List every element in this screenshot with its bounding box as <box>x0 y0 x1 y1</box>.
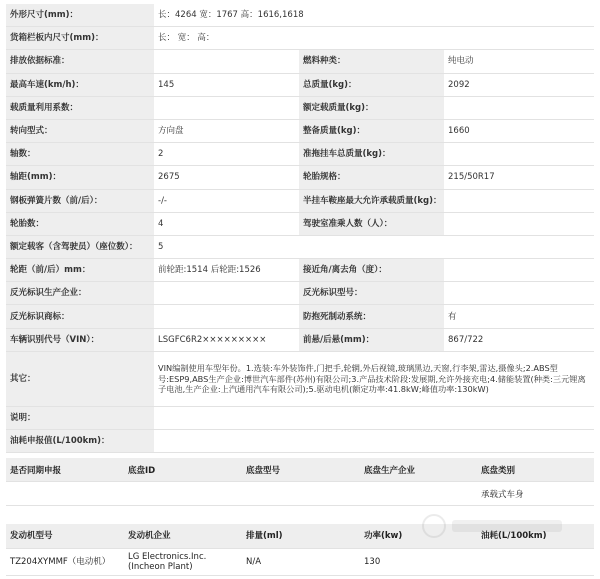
chassis-cell <box>124 482 242 506</box>
chassis-header-cell: 是否同期申报 <box>6 458 124 482</box>
chassis-header-cell: 底盘类别 <box>477 458 594 482</box>
reflect-model-value <box>444 282 594 305</box>
engine-cell: 130 <box>360 549 477 576</box>
wheelbase-value: 2675 <box>154 166 299 189</box>
approach-value <box>444 259 594 282</box>
chassis-header-row <box>6 458 594 482</box>
spec-row-note <box>6 406 594 429</box>
spec-row-vin <box>6 328 594 351</box>
track-value: 前轮距:1514 后轮距:1526 <box>154 259 299 282</box>
spec-row-load <box>6 96 594 119</box>
passengers-value: 5 <box>154 235 594 258</box>
semi-trailer-mass-label: 准拖挂车总质量(kg)： <box>299 143 444 166</box>
spec-row-fuel-report <box>6 430 594 453</box>
overhang-label: 前悬/后悬(mm)： <box>299 328 444 351</box>
spec-row-reflect <box>6 282 594 305</box>
reflect-company-value <box>154 282 299 305</box>
leaf-spring-value: -/- <box>154 189 299 212</box>
total-mass-value: 2092 <box>444 73 594 96</box>
spec-row-track <box>6 259 594 282</box>
abs-label: 防抱死制动系统： <box>299 305 444 328</box>
emission-label: 排放依据标准： <box>6 50 154 73</box>
saddle-load-label: 半挂车鞍座最大允许承载质量(kg)： <box>299 189 444 212</box>
track-label: 轮距（前/后）mm： <box>6 259 154 282</box>
other-value: VIN编制使用车型年份。1.选装:车外装饰件,门把手,轮辋,外后视镜,玻璃黑边,天窗,行李架,雷达,摄像头;2.ABS型号:ESP9,ABS生产企业:博世汽车部件(苏州)有限公司;3.产品技术阶段:发展期,允许外接充电;4.储能装置(种类:三元锂离子电池,生产企业:上汽通用汽车有限公司);5.驱动电机(额定功率:41.8kW;峰值功率:130kW) <box>154 351 594 406</box>
reflect-brand-value <box>154 305 299 328</box>
note-label: 说明： <box>6 406 154 429</box>
engine-cell: LG Electronics.Inc.(Incheon Plant) <box>124 549 242 576</box>
spec-row-spring <box>6 189 594 212</box>
fuel-label: 燃料种类： <box>299 50 444 73</box>
other-label: 其它： <box>6 351 154 406</box>
max-speed-label: 最高车速(km/h)： <box>6 73 154 96</box>
engine-header-cell: 发动机企业 <box>124 524 242 549</box>
outer-size-value: 长：4264 宽：1767 高：1616,1618 <box>154 4 594 27</box>
abs-value: 有 <box>444 305 594 328</box>
steering-value: 方向盘 <box>154 119 299 142</box>
spec-row-axles <box>6 143 594 166</box>
engine-cell: TZ204XYMMF（电动机） <box>6 549 124 576</box>
emission-value <box>154 50 299 73</box>
tires-count-label: 轮胎数： <box>6 212 154 235</box>
spec-row-tires <box>6 212 594 235</box>
engine-cell <box>477 549 594 576</box>
chassis-data-row <box>6 482 594 506</box>
wheelbase-label: 轴距(mm)： <box>6 166 154 189</box>
vin-label: 车辆识别代号（VIN）： <box>6 328 154 351</box>
max-speed-value: 145 <box>154 73 299 96</box>
load-util-label: 载质量利用系数： <box>6 96 154 119</box>
engine-cell: N/A <box>242 549 360 576</box>
curb-mass-label: 整备质量(kg)： <box>299 119 444 142</box>
cargo-size-value: 长： 宽： 高： <box>154 27 594 50</box>
engine-header-cell: 排量(ml) <box>242 524 360 549</box>
spec-row-passengers <box>6 235 594 258</box>
axles-label: 轴数： <box>6 143 154 166</box>
cargo-size-label: 货箱栏板内尺寸(mm)： <box>6 27 154 50</box>
overhang-value: 867/722 <box>444 328 594 351</box>
chassis-header-cell: 底盘型号 <box>242 458 360 482</box>
rated-load-value <box>444 96 594 119</box>
spec-row-cargo-size <box>6 27 594 50</box>
cab-seats-label: 驾驶室准乘人数（人）： <box>299 212 444 235</box>
load-util-value <box>154 96 299 119</box>
spec-row-speed <box>6 73 594 96</box>
vin-value: LSGFC6R2××××××××× <box>154 328 299 351</box>
spec-row-wheelbase <box>6 166 594 189</box>
reflect-model-label: 反光标识型号： <box>299 282 444 305</box>
saddle-load-value <box>444 189 594 212</box>
chassis-table <box>6 458 594 506</box>
fuel-report-value <box>154 430 594 453</box>
spec-row-outer-size <box>6 4 594 27</box>
fuel-report-label: 油耗申报值(L/100km)： <box>6 430 154 453</box>
axles-value: 2 <box>154 143 299 166</box>
semi-trailer-mass-value <box>444 143 594 166</box>
watermark-logo <box>420 506 570 546</box>
chassis-cell <box>242 482 360 506</box>
steering-label: 转向型式： <box>6 119 154 142</box>
chassis-header-cell: 底盘生产企业 <box>360 458 477 482</box>
tire-value: 215/50R17 <box>444 166 594 189</box>
passengers-label: 额定载客（含驾驶员）（座位数）： <box>6 235 154 258</box>
outer-size-label: 外形尺寸(mm)： <box>6 4 154 27</box>
spec-row-steering <box>6 119 594 142</box>
fuel-value: 纯电动 <box>444 50 594 73</box>
chassis-cell <box>360 482 477 506</box>
note-value <box>154 406 594 429</box>
curb-mass-value: 1660 <box>444 119 594 142</box>
chassis-cell: 承载式车身 <box>477 482 594 506</box>
chassis-header-cell: 底盘ID <box>124 458 242 482</box>
tires-count-value: 4 <box>154 212 299 235</box>
leaf-spring-label: 钢板弹簧片数（前/后）： <box>6 189 154 212</box>
rated-load-label: 额定载质量(kg)： <box>299 96 444 119</box>
chassis-cell <box>6 482 124 506</box>
spec-row-brand-abs <box>6 305 594 328</box>
engine-data-row <box>6 549 594 576</box>
spec-row-other <box>6 351 594 406</box>
spec-row-emission <box>6 50 594 73</box>
engine-header-cell: 发动机型号 <box>6 524 124 549</box>
spec-table <box>6 4 594 453</box>
reflect-brand-label: 反光标识商标： <box>6 305 154 328</box>
reflect-company-label: 反光标识生产企业： <box>6 282 154 305</box>
total-mass-label: 总质量(kg)： <box>299 73 444 96</box>
engine-header-cell: 功率(kw) <box>360 524 477 549</box>
engine-header-cell: 油耗(L/100km) <box>477 524 594 549</box>
cab-seats-value <box>444 212 594 235</box>
tire-label: 轮胎规格： <box>299 166 444 189</box>
approach-label: 接近角/离去角（度）： <box>299 259 444 282</box>
